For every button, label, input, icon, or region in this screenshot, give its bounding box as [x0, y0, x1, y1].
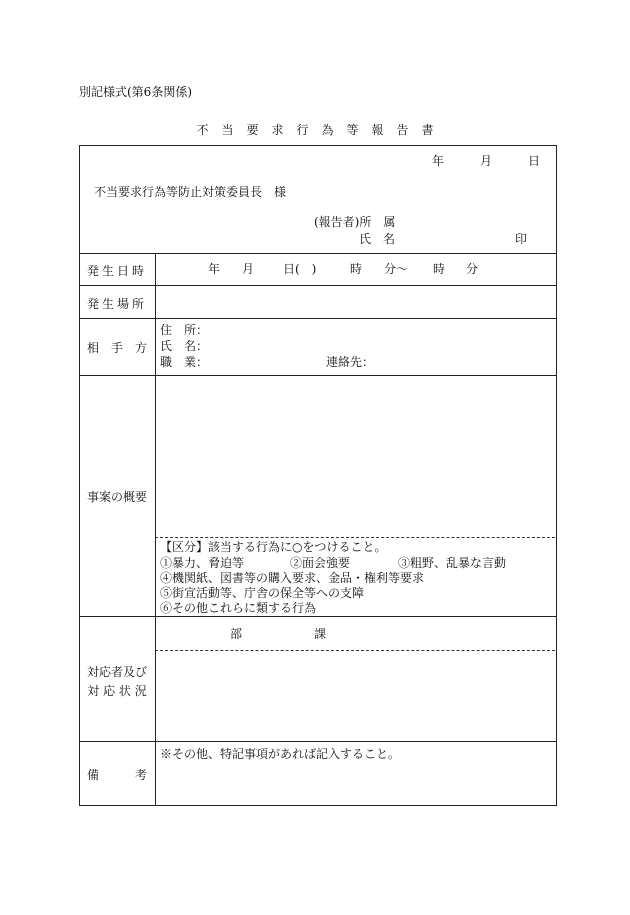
remarks-field[interactable] [156, 764, 554, 804]
occurrence-year[interactable]: 年 [208, 262, 221, 276]
remarks-label: 備 考 [86, 768, 147, 782]
counterpart-contact-label[interactable]: 連絡先： [326, 355, 375, 369]
responder-label-line-2: 対 応 状 況 [87, 684, 147, 699]
counterpart-address-label[interactable]: 住 所： [160, 323, 209, 337]
row-divider [79, 253, 556, 254]
row-divider [79, 741, 556, 742]
category-item-4[interactable]: ④機関紙、図書等の購入要求、金品・権利等要求 [160, 571, 425, 585]
case-summary-dashed-separator [155, 537, 555, 538]
category-item-6[interactable]: ⑥その他これらに類する行為 [160, 601, 317, 615]
category-item-1[interactable]: ①暴力、脅迫等 [160, 556, 245, 570]
occurrence-hour-to[interactable]: 時 [433, 262, 446, 276]
form-title: 不当要求行為等報告書 [196, 123, 447, 137]
remarks-note: ※その他、特記事項があれば記入すること。 [160, 747, 401, 761]
category-heading: 【区分】該当する行為に○をつけること。 [160, 540, 387, 554]
counterpart-occupation-label[interactable]: 職 業： [160, 355, 209, 369]
row-divider [79, 318, 556, 319]
addressee-text: 不当要求行為等防止対策委員長 様 [94, 185, 287, 199]
responder-label [79, 664, 155, 699]
date-year-field[interactable]: 年 [432, 154, 445, 168]
occurrence-minute-from[interactable]: 分〜 [384, 262, 409, 276]
occurrence-month[interactable]: 月 [242, 262, 255, 276]
responder-department-label[interactable]: 部 [230, 627, 243, 641]
responder-label-line-1: 対応者及び [86, 665, 147, 679]
category-item-2[interactable]: ②面会強要 [290, 556, 351, 570]
case-summary-label: 事案の概要 [86, 490, 147, 504]
case-summary-field[interactable] [156, 376, 554, 536]
responder-section-label[interactable]: 課 [314, 627, 327, 641]
counterpart-label: 相 手 方 [86, 341, 147, 355]
row-divider [79, 616, 556, 617]
category-item-3[interactable]: ③粗野、乱暴な言動 [398, 556, 507, 570]
counterpart-name-label[interactable]: 氏 名： [160, 339, 209, 353]
occurrence-datetime-label: 発生日時 [86, 264, 147, 278]
reporter-name-label[interactable]: 氏 名 [359, 232, 396, 246]
category-item-5[interactable]: ⑤街宣活動等、庁舎の保全等への支障 [160, 586, 365, 600]
occurrence-place-field[interactable] [156, 286, 554, 317]
reporter-affiliation-label[interactable]: (報告者)所 属 [314, 215, 396, 229]
date-day-field[interactable]: 日 [528, 154, 541, 168]
date-month-field[interactable]: 月 [480, 154, 493, 168]
occurrence-day-weekday[interactable]: 日( ) [283, 262, 317, 276]
seal-mark: 印 [515, 232, 528, 246]
responder-dashed-separator [155, 650, 555, 651]
occurrence-minute-to[interactable]: 分 [466, 262, 479, 276]
occurrence-place-label: 発生場所 [86, 297, 147, 311]
occurrence-hour-from[interactable]: 時 [350, 262, 363, 276]
responder-status-field[interactable] [156, 652, 554, 740]
form-reference-note: 別記様式(第6条関係) [79, 85, 192, 99]
